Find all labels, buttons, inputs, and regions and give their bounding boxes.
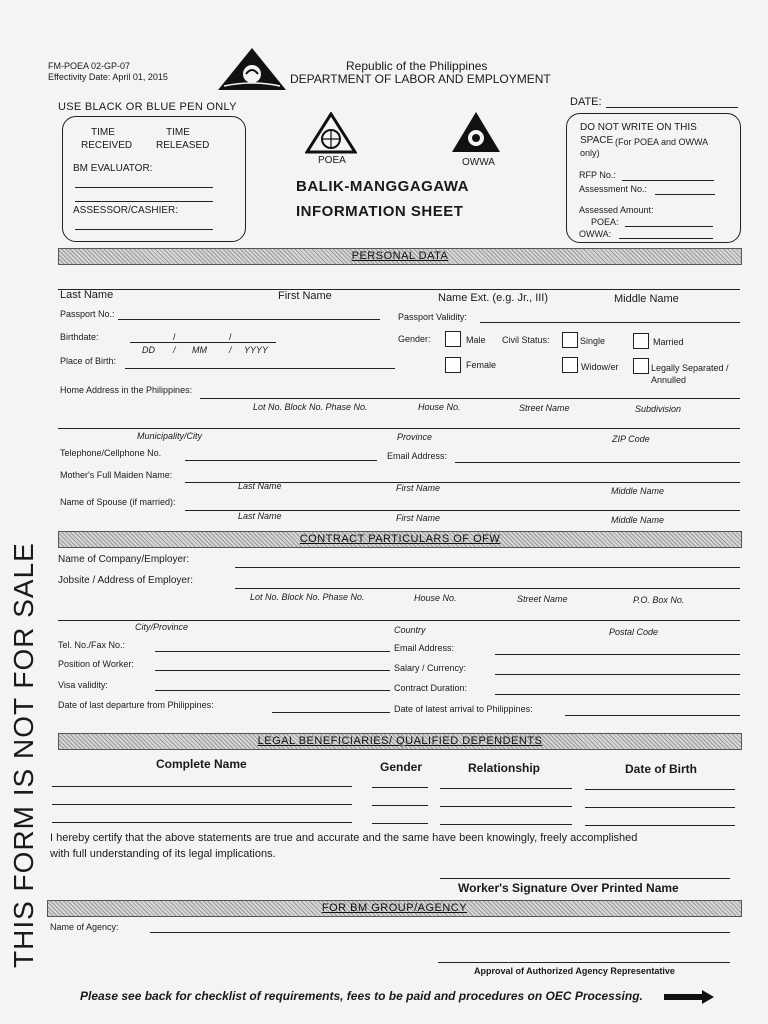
middle-name-label: Middle Name — [614, 293, 679, 305]
poea-label: POEA — [318, 155, 346, 166]
married-label: Married — [653, 337, 684, 347]
legally-separated-checkbox[interactable] — [633, 358, 649, 374]
agency-name-label: Name of Agency: — [50, 922, 119, 932]
do-not-write-heading: DO NOT WRITE ON THIS — [580, 122, 697, 133]
arrival-field[interactable] — [565, 715, 740, 716]
visa-validity-label: Visa validity: — [58, 680, 108, 690]
beneficiary-name-field[interactable] — [52, 786, 352, 787]
single-checkbox[interactable] — [562, 332, 578, 348]
mother-name-label: Mother's Full Maiden Name: — [60, 470, 173, 480]
place-of-birth-label: Place of Birth: — [60, 356, 117, 366]
place-of-birth-field[interactable] — [125, 368, 395, 369]
divider — [75, 201, 213, 202]
dob-header: Date of Birth — [625, 762, 697, 776]
assessor-field[interactable] — [75, 229, 213, 230]
tel-fax-label: Tel. No./Fax No.: — [58, 640, 126, 650]
single-label: Single — [580, 336, 606, 346]
c-house-no-hint: House No. — [414, 593, 457, 603]
first-name-label: First Name — [278, 290, 332, 302]
beneficiary-gender-field[interactable] — [372, 787, 428, 788]
owwa-label: OWWA — [462, 157, 495, 168]
beneficiary-gender-field[interactable] — [372, 805, 428, 806]
home-address-field[interactable] — [200, 398, 740, 399]
relationship-header: Relationship — [468, 761, 541, 775]
pen-note: USE BLACK OR BLUE PEN ONLY — [58, 101, 237, 113]
telephone-label: Telephone/Cellphone No. — [60, 448, 162, 458]
owwa-amount-field[interactable] — [619, 238, 713, 239]
mm-slash: / — [229, 345, 232, 355]
gender-header: Gender — [380, 760, 423, 774]
department-label: DEPARTMENT OF LABOR AND EMPLOYMENT — [290, 72, 551, 86]
city-hint: City/Province — [135, 622, 189, 632]
province-hint: Province — [397, 432, 433, 442]
last-name-label: Last Name — [60, 289, 114, 301]
c-email-field[interactable] — [495, 654, 740, 655]
do-not-write-space: SPACE — [580, 135, 614, 146]
contract-title: CONTRACT PARTICULARS OF OFW — [299, 533, 501, 545]
beneficiary-dob-field[interactable] — [585, 807, 735, 808]
beneficiaries-header — [58, 733, 742, 750]
c-lot-no-hint: Lot No. Block No. Phase No. — [250, 592, 365, 602]
female-label: Female — [466, 360, 497, 370]
effectivity-date: Effectivity Date: April 01, 2015 — [48, 72, 168, 82]
telephone-field[interactable] — [185, 460, 377, 461]
assessor-label: ASSESSOR/CASHIER: — [73, 205, 179, 216]
beneficiary-name-field[interactable] — [52, 804, 352, 805]
form-title-line1: BALIK-MANGGAGAWA — [296, 178, 469, 195]
arrival-label: Date of latest arrival to Philippines: — [394, 704, 533, 714]
email-label: Email Address: — [387, 451, 448, 461]
certify-text-2: with full understanding of its legal implications. — [50, 848, 276, 860]
male-label: Male — [466, 335, 486, 345]
contract-header — [58, 531, 742, 548]
beneficiary-dob-field[interactable] — [585, 825, 735, 826]
rfp-field[interactable] — [622, 180, 714, 181]
city-country-field[interactable] — [58, 620, 740, 621]
tel-fax-field[interactable] — [155, 651, 390, 652]
postal-hint: Postal Code — [609, 627, 659, 637]
birthdate-label: Birthdate: — [60, 332, 99, 342]
poea-amount-label: POEA: — [591, 217, 619, 227]
contract-duration-field[interactable] — [495, 694, 740, 695]
birthdate-field[interactable] — [130, 342, 276, 343]
dd-slash: / — [173, 345, 176, 355]
male-checkbox[interactable] — [445, 331, 461, 347]
certify-text-1: I hereby certify that the above statements are true and accurate and the same have been knowingly, freely accomplished — [50, 832, 638, 844]
approval-signature-field[interactable] — [438, 962, 730, 963]
footer-note: Please see back for checklist of requirements, fees to be paid and procedures on OEC Processing. — [80, 989, 643, 1003]
beneficiary-dob-field[interactable] — [585, 789, 735, 790]
assessment-field[interactable] — [655, 194, 715, 195]
birthdate-slash-2: / — [229, 332, 232, 342]
beneficiary-relationship-field[interactable] — [440, 788, 572, 789]
spouse-last-hint: Last Name — [238, 511, 282, 521]
name-ext-label: Name Ext. (e.g. Jr., III) — [438, 292, 549, 304]
annulled-label: Annulled — [651, 375, 687, 385]
signature-field[interactable] — [440, 878, 730, 879]
dd-hint: DD — [142, 345, 155, 355]
departure-label: Date of last departure from Philippines: — [58, 700, 214, 710]
jobsite-label: Jobsite / Address of Employer: — [58, 575, 194, 586]
company-field[interactable] — [235, 567, 740, 568]
beneficiaries-title: LEGAL BENEFICIARIES/ QUALIFIED DEPENDENTS — [257, 735, 543, 747]
civil-status-label: Civil Status: — [502, 335, 550, 345]
agency-name-field[interactable] — [150, 932, 730, 933]
c-po-box-hint: P.O. Box No. — [633, 595, 685, 605]
beneficiary-name-field[interactable] — [52, 822, 352, 823]
full-name-field[interactable] — [58, 289, 740, 290]
mother-middle-hint: Middle Name — [611, 486, 665, 496]
complete-name-header: Complete Name — [156, 757, 247, 771]
email-field[interactable] — [455, 462, 740, 463]
departure-field[interactable] — [272, 712, 390, 713]
poea-amount-field[interactable] — [625, 226, 713, 227]
approval-label: Approval of Authorized Agency Representative — [474, 966, 675, 976]
passport-no-field[interactable] — [118, 319, 380, 320]
spouse-name-label: Name of Spouse (if married): — [60, 497, 176, 507]
date-field[interactable] — [606, 107, 738, 108]
poea-logo — [305, 112, 357, 154]
form-title-line2: INFORMATION SHEET — [296, 203, 464, 220]
spouse-middle-hint: Middle Name — [611, 515, 665, 525]
widower-label: Widow/er — [581, 362, 619, 372]
mother-first-hint: First Name — [396, 483, 441, 493]
zip-hint: ZIP Code — [612, 434, 650, 444]
company-label: Name of Company/Employer: — [58, 554, 190, 565]
do-not-write-note: (For POEA and OWWA — [615, 137, 709, 147]
contract-duration-label: Contract Duration: — [394, 683, 468, 693]
married-checkbox[interactable] — [633, 333, 649, 349]
salary-label: Salary / Currency: — [394, 663, 467, 673]
form-code: FM-POEA 02-GP-07 — [48, 61, 131, 71]
passport-no-label: Passport No.: — [60, 309, 115, 319]
assessed-amount-label: Assessed Amount: — [579, 205, 654, 215]
assessment-label: Assessment No.: — [579, 184, 648, 194]
rfp-label: RFP No.: — [579, 170, 616, 180]
municipality-hint: Municipality/City — [137, 431, 203, 441]
passport-validity-field[interactable] — [480, 322, 740, 323]
lot-no-hint: Lot No. Block No. Phase No. — [253, 402, 368, 412]
owwa-logo — [450, 110, 502, 154]
bm-evaluator-label: BM EVALUATOR: — [73, 163, 153, 174]
visa-validity-field[interactable] — [155, 690, 390, 691]
not-for-sale-notice: THIS FORM IS NOT FOR SALE — [8, 542, 39, 968]
agency-header — [47, 900, 742, 917]
municipality-field[interactable] — [58, 428, 740, 429]
dole-logo — [216, 46, 288, 96]
home-address-label: Home Address in the Philippines: — [60, 385, 193, 395]
agency-title: FOR BM GROUP/AGENCY — [321, 902, 468, 914]
widower-checkbox[interactable] — [562, 357, 578, 373]
mother-last-hint: Last Name — [238, 481, 282, 491]
do-not-write-note-2: only) — [580, 148, 600, 158]
beneficiary-gender-field[interactable] — [372, 823, 428, 824]
female-checkbox[interactable] — [445, 357, 461, 373]
c-email-label: Email Address: — [394, 643, 455, 653]
personal-data-title: PERSONAL DATA — [351, 250, 449, 262]
date-label: DATE: — [570, 96, 602, 108]
c-street-name-hint: Street Name — [517, 594, 568, 604]
beneficiary-relationship-field[interactable] — [440, 806, 572, 807]
position-field[interactable] — [155, 670, 390, 671]
subdivision-hint: Subdivision — [635, 404, 682, 414]
country-hint: Country — [394, 625, 426, 635]
yyyy-hint: YYYY — [244, 345, 269, 355]
house-no-hint: House No. — [418, 402, 461, 412]
owwa-amount-label: OWWA: — [579, 229, 612, 239]
birthdate-slash-1: / — [173, 332, 176, 342]
office-use-box — [62, 116, 246, 242]
time-received-label: TIME — [91, 127, 115, 138]
time-released-label: TIME — [166, 127, 190, 138]
time-released-label-2: RELEASED — [156, 140, 210, 151]
beneficiary-relationship-field[interactable] — [440, 824, 572, 825]
street-name-hint: Street Name — [519, 403, 570, 413]
jobsite-field[interactable] — [235, 588, 740, 589]
salary-field[interactable] — [495, 674, 740, 675]
gender-label: Gender: — [398, 334, 431, 344]
legally-separated-label: Legally Separated / — [651, 363, 729, 373]
bm-evaluator-field[interactable] — [75, 187, 213, 188]
mm-hint: MM — [192, 345, 207, 355]
signature-label: Worker's Signature Over Printed Name — [458, 881, 679, 895]
spouse-first-hint: First Name — [396, 513, 441, 523]
position-label: Position of Worker: — [58, 659, 134, 669]
time-received-label-2: RECEIVED — [81, 140, 133, 151]
passport-validity-label: Passport Validity: — [398, 312, 467, 322]
do-not-write-box — [566, 113, 741, 243]
arrow-right-icon — [664, 990, 716, 1004]
republic-label: Republic of the Philippines — [346, 59, 488, 73]
personal-data-header — [58, 248, 742, 265]
